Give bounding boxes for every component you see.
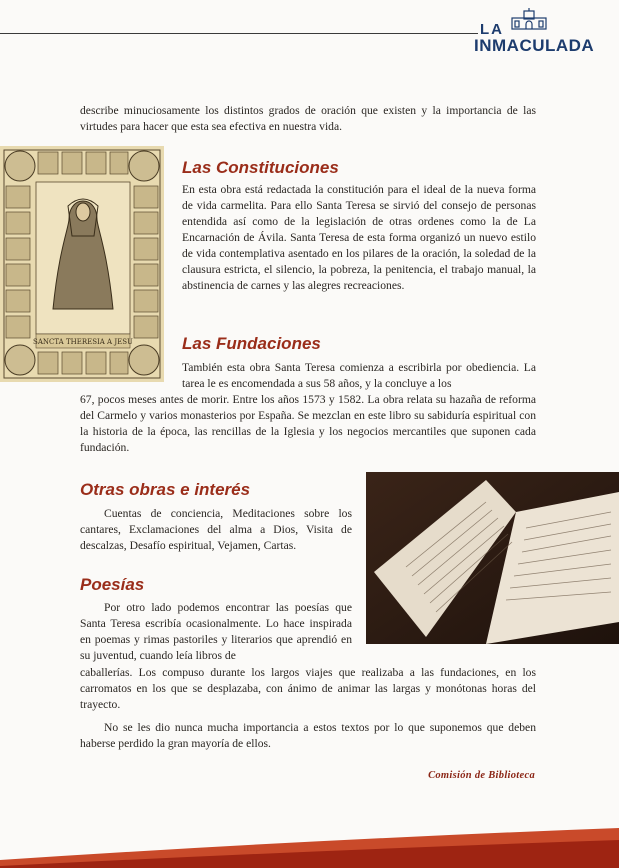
santa-teresa-engraving bbox=[0, 146, 164, 382]
signature: Comisión de Biblioteca bbox=[428, 770, 535, 781]
manuscript-photo bbox=[366, 472, 619, 644]
paragraph-poesias-end: No se les dio nunca mucha importancia a estos textos por lo que suponemos que deben haberse perdido la gran mayoría de ellos. bbox=[80, 721, 536, 750]
church-icon bbox=[506, 8, 552, 30]
logo-name: INMACULADA bbox=[474, 36, 595, 55]
paragraph-poesias-lead: Por otro lado podemos encontrar las poesías que Santa Teresa escribía ocasionalmente. Lo hace inspirada en poemas y rimas pastoriles y literarios que aprendió en su juventud, cuando leía libros de bbox=[80, 601, 352, 662]
logo bbox=[470, 8, 610, 54]
logo-la: LA bbox=[480, 21, 504, 38]
intro-paragraph: describe minuciosamente los distintos grados de oración que existen y la importancia de las virtudes para hacer que esta sea efectiva en nuestra vida. bbox=[80, 104, 536, 133]
paragraph-poesias-rest: caballerías. Los compuso durante los largos viajes que realizaba a las fundaciones, en los carromatos en los que se desplazaba, con ánimo de animar las largas y monótonas horas del trayecto. bbox=[80, 666, 536, 711]
heading-otras-obras: Otras obras e interés bbox=[80, 480, 251, 499]
paragraph-otras-obras: Cuentas de conciencia, Meditaciones sobre los cantares, Exclamaciones del alma a Dios, Visita de descalzas, Desafío espiritual, Vejamen, Cartas. bbox=[80, 507, 352, 552]
heading-fundaciones: Las Fundaciones bbox=[182, 334, 321, 353]
paragraph-fundaciones-rest: 67, pocos meses antes de morir. Entre los años 1573 y 1582. La obra relata su hazaña de reforma del Carmelo y varios monasterios por España. Se mezclan en este libro su sabiduría espiritual con la historia de la época, las rencillas de la Iglesia y los negocios mercantiles que suponen cada fundación. bbox=[80, 393, 536, 454]
footer-band bbox=[0, 820, 619, 868]
paragraph-fundaciones-lead: También esta obra Santa Teresa comienza a escribirla por obediencia. La tarea le es encomendada a sus 58 años, y la concluye a los bbox=[182, 361, 536, 390]
heading-constituciones: Las Constituciones bbox=[182, 158, 339, 177]
engraving-caption: SANCTA THERESIA A JESU bbox=[33, 338, 133, 346]
paragraph-constituciones: En esta obra está redactada la constitución para el ideal de la nueva forma de vida carmelita. Para ello Santa Teresa se sirvió del consejo de personas entendida así como de la legislación de otras ordenes como la de La Encarnación de Ávila. Santa Teresa de esta forma organizó un nuevo estilo de vida contemplativa asentado en los pilares de la oración, la soledad de la clausura estricta, el silencio, la pobreza, la penitencia, el trabajo manual, la abstinencia de carnes y las alegres recreaciones. bbox=[182, 183, 536, 292]
heading-poesias: Poesías bbox=[80, 575, 145, 594]
header-rule bbox=[0, 33, 478, 34]
